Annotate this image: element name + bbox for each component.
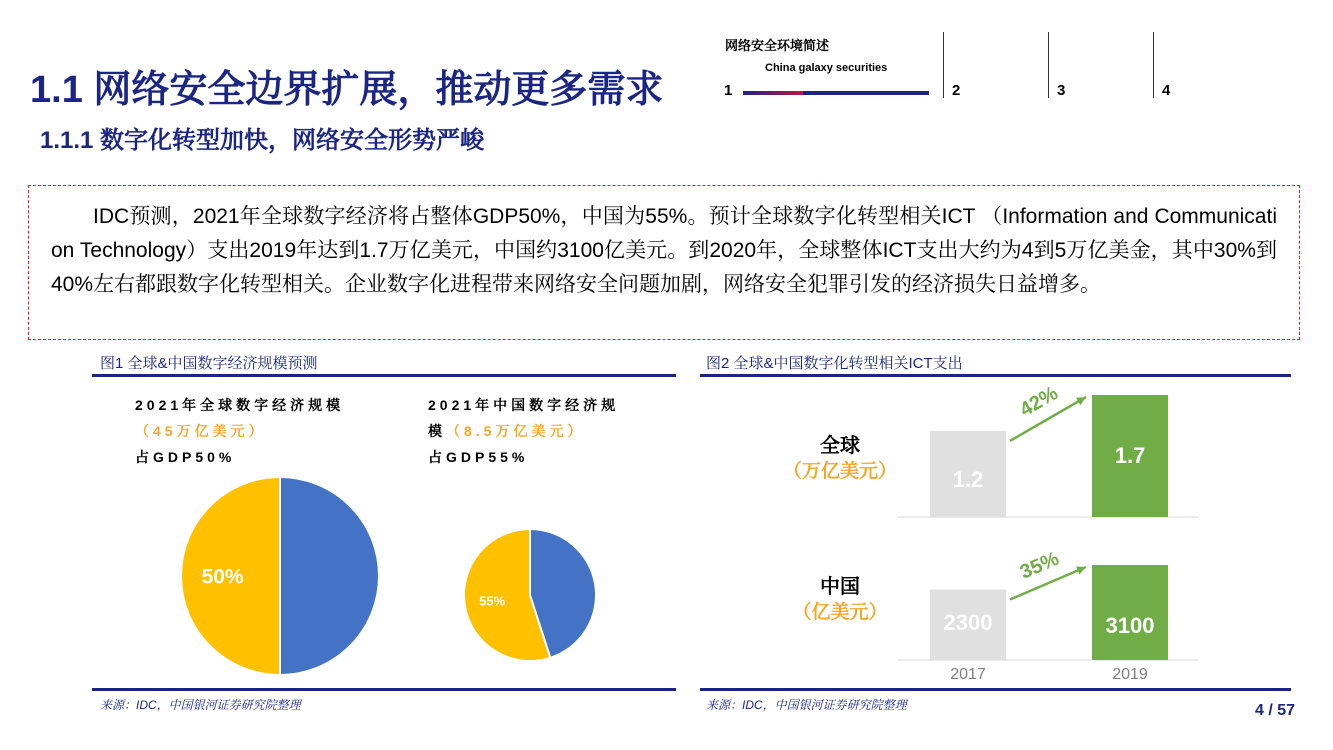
china-pie-chart	[455, 520, 605, 670]
nav-brand: China galaxy securities	[765, 62, 888, 74]
global-pie-label-line3: 占GDP50%	[135, 449, 236, 465]
nav-divider	[1153, 32, 1154, 98]
growth-label: 42%	[1016, 382, 1062, 422]
global-pie-chart	[170, 470, 390, 685]
row2-name: 中国	[820, 576, 860, 598]
growth-label: 35%	[1016, 547, 1063, 584]
row2-unit: （亿美元）	[792, 602, 888, 623]
china-pie-label	[428, 392, 619, 470]
summary-box	[28, 185, 1300, 340]
figure1-top-rule	[92, 374, 676, 377]
global-pie-label	[135, 392, 344, 470]
pie-slice	[280, 477, 379, 675]
nav-item-3[interactable]: 3	[1057, 82, 1066, 99]
bar-data-label: 1.7	[1114, 443, 1146, 468]
nav-section-heading: 网络安全环境简述	[725, 38, 830, 53]
row1-name: 全球	[820, 435, 860, 457]
page-number: 4 / 57	[1255, 702, 1296, 719]
nav-item-4[interactable]: 4	[1162, 82, 1171, 99]
nav-divider	[1048, 32, 1049, 98]
pie-data-label: 55%	[479, 593, 506, 609]
nav-item-1[interactable]: 1	[724, 82, 733, 99]
china-pie-label-line2b: （8.5万亿美元）	[446, 423, 586, 439]
figure2-title: 图2 全球&中国数字化转型相关ICT支出	[706, 355, 963, 372]
figure2-source: 来源：IDC，中国银河证券研究院整理	[706, 698, 907, 712]
nav-progress-accent	[743, 91, 803, 95]
summary-text: IDC预测，2021年全球数字经济将占整体GDP50%，中国为55%。预计全球数字化转型相关ICT （Information and Communication Technology）支出2019年达到1.7万亿美元，中国约3100亿美元。到2020年，全球整体ICT支出大约为4到5万亿美金，其中30%到40%左右都跟数字化转型相关。企业数字化进程带来网络安全问题加剧，网络安全犯罪引发的经济损失日益增多。	[51, 205, 1277, 296]
figure1-bottom-rule	[92, 688, 676, 691]
section-nav	[715, 32, 1175, 98]
x-tick-label: 2019	[1112, 666, 1148, 683]
page-title: 1.1 网络安全边界扩展，推动更多需求	[30, 69, 664, 111]
bar-data-label: 2300	[943, 610, 993, 635]
bar-data-label: 3100	[1105, 613, 1155, 638]
ict-bar-chart	[890, 380, 1210, 685]
figure2-top-rule	[700, 374, 1291, 377]
figure1-source: 来源：IDC，中国银河证券研究院整理	[100, 698, 301, 712]
pie-data-label: 50%	[201, 565, 244, 589]
x-tick-label: 2017	[950, 666, 986, 683]
nav-divider	[943, 32, 944, 98]
china-pie-label-line1: 2021年中国数字经济规	[428, 397, 620, 413]
china-pie-label-line3: 占GDP55%	[428, 449, 529, 465]
bar-data-label: 1.2	[952, 467, 984, 492]
row1-unit: （万亿美元）	[782, 461, 897, 482]
figure1-title: 图1 全球&中国数字经济规模预测	[100, 355, 318, 372]
figure2-bottom-rule	[700, 688, 1291, 691]
page-subtitle: 1.1.1 数字化转型加快，网络安全形势严峻	[40, 127, 485, 154]
nav-item-2[interactable]: 2	[952, 82, 961, 99]
global-pie-label-line2: （45万亿美元）	[135, 423, 267, 439]
china-pie-label-line2a: 模	[428, 423, 446, 439]
global-pie-label-line1: 2021年全球数字经济规模	[135, 397, 345, 413]
